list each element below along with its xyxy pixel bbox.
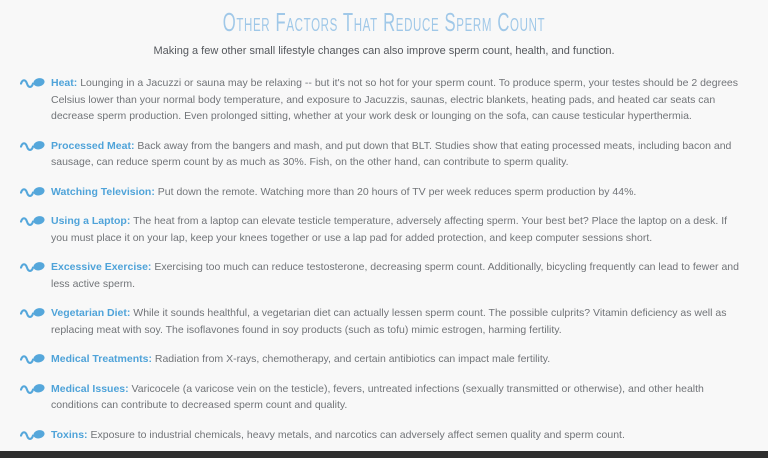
list-item <box>20 259 746 292</box>
factor-text: Exposure to industrial chemicals, heavy metals, and narcotics can adversely affect semen quality and sperm count. <box>90 428 625 441</box>
factor-label: Vegetarian Diet: <box>51 307 131 319</box>
list-item <box>20 381 746 414</box>
factor-text: Put down the remote. Watching more than 20 hours of TV per week reduces sperm production by 44%. <box>157 185 637 198</box>
sperm-icon <box>20 382 45 395</box>
list-item <box>20 213 746 246</box>
list-item <box>20 75 746 125</box>
factor-text: The heat from a laptop can elevate testicle temperature, adversely affecting sperm. Your best bet? Place the laptop on a desk. If you must place it on your lap, keep your knees together or use a lap pad for added protection, and keep computer sessions short. <box>51 215 728 244</box>
factor-label: Medical Issues: <box>51 382 129 395</box>
factor-label: Medical Treatments: <box>51 353 152 365</box>
factor-text: Varicocele (a varicose vein on the testicle), fevers, untreated infections (sexually transmitted or otherwise), and other health conditions can contribute to decreased sperm count and quality. <box>51 382 704 411</box>
factor-text: Exercising too much can reduce testosterone, decreasing sperm count. Additionally, bicycling frequently can lead to fewer and less active sperm. <box>51 261 739 290</box>
factor-text: Radiation from X-rays, chemotherapy, and certain antibiotics can impact male fertility. <box>154 353 551 365</box>
factor-text: Lounging in a Jacuzzi or sauna may be relaxing -- but it's not so hot for your sperm count. To produce sperm, your testes should be 2 degrees Celsius lower than your normal body temperature, and exposure to Jacuzzis, saunas, electric blankets, heating pads, and heated car seats can decrease sperm production. Even prolonged sitting, whether at your work desk or lounging on the sofa, can cause testicular hyperthermia. <box>51 77 739 122</box>
sperm-icon <box>20 352 45 365</box>
sperm-icon <box>20 428 45 441</box>
sperm-icon <box>20 139 45 152</box>
page-title: Other Factors That Reduce Sperm Count <box>222 7 546 37</box>
factor-label: Toxins: <box>51 428 88 441</box>
factor-label: Heat: <box>51 77 78 89</box>
factors-list <box>0 75 768 443</box>
page-subtitle: Making a few other small lifestyle changes can also improve sperm count, health, and function. <box>153 45 615 57</box>
sperm-icon <box>20 76 45 89</box>
footer-divider-bar <box>0 451 768 458</box>
factor-label: Watching Television: <box>51 185 155 198</box>
factor-label: Using a Laptop: <box>51 215 131 227</box>
list-item <box>20 427 746 444</box>
factor-text: Back away from the bangers and mash, and put down that BLT. Studies show that eating processed meats, including bacon and sausage, can reduce sperm count by as much as 30%. Fish, on the other hand, can contribute to sperm quality. <box>51 139 732 168</box>
sperm-icon <box>20 260 45 273</box>
sperm-icon <box>20 214 45 227</box>
factor-label: Excessive Exercise: <box>51 261 152 273</box>
sperm-icon <box>20 306 45 319</box>
factor-label: Processed Meat: <box>51 139 135 152</box>
sperm-icon <box>20 185 45 198</box>
list-item <box>20 138 746 171</box>
list-item <box>20 351 746 368</box>
list-item <box>20 305 746 338</box>
list-item <box>20 184 746 201</box>
factor-text: While it sounds healthful, a vegetarian diet can actually lessen sperm count. The possible culprits? Vitamin deficiency as well as replacing meat with soy. The isoflavones found in soy products (such as tofu) mimic estrogen, harming fertility. <box>51 307 727 336</box>
